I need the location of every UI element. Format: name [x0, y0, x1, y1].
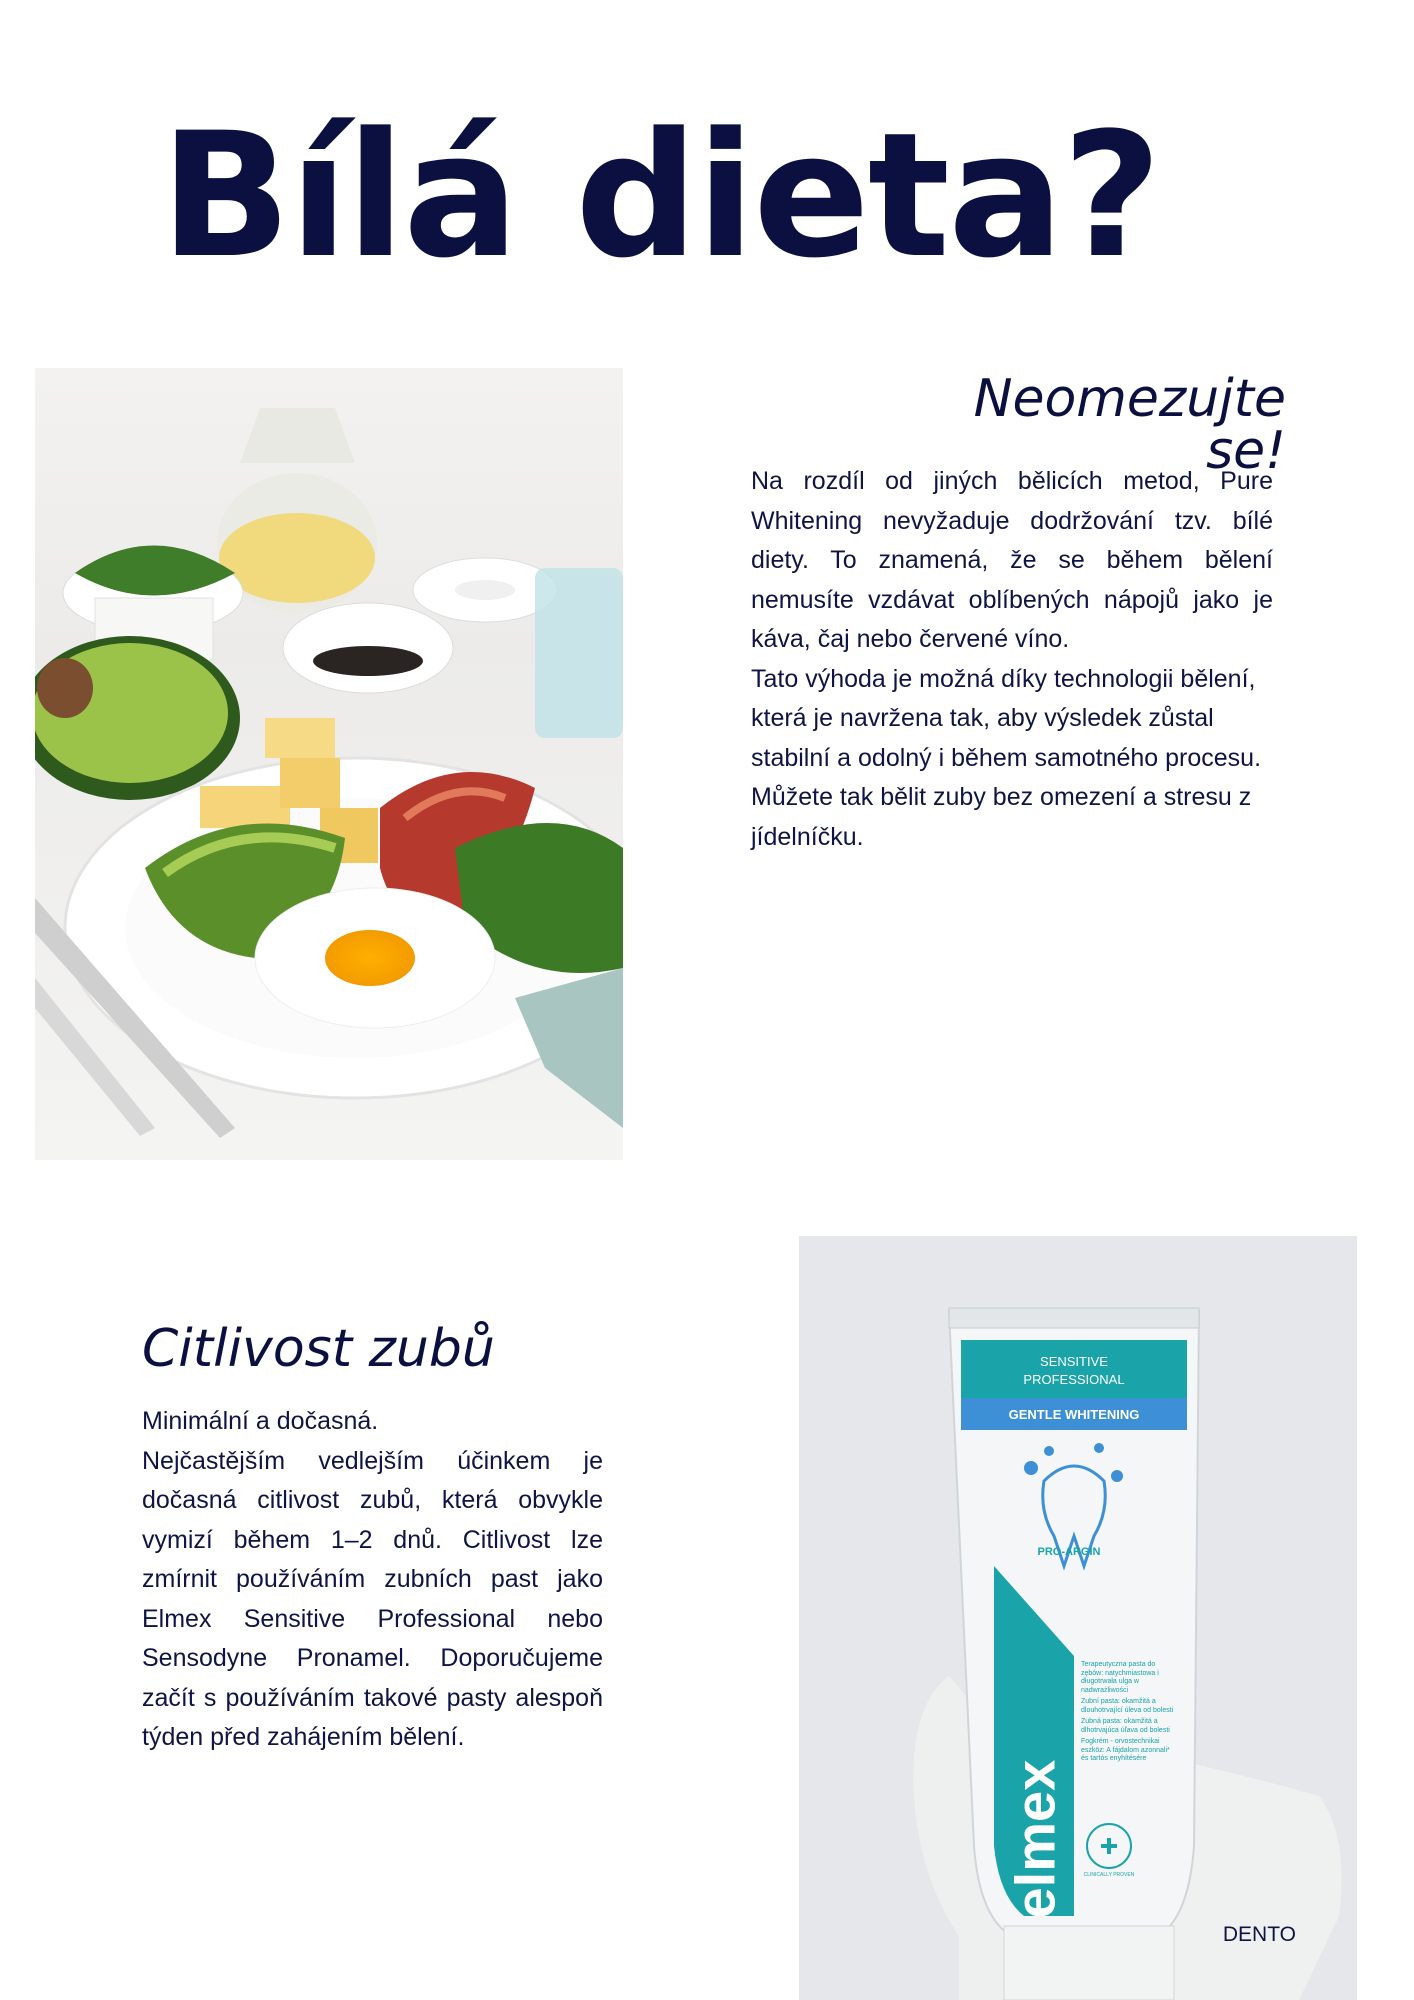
- section-heading-diet: Neomezujte se!: [973, 369, 1286, 481]
- tube-brand-logo: elmex: [1003, 1759, 1067, 1919]
- diet-paragraph-1: Na rozdíl od jiných bělicích metod, Pure Whitening nevyžaduje dodržování tzv. bílé diety. To znamená, že se během bělení nemusíte vzdávat oblíbených nápojů jako je káva, čaj nebo červené víno.: [751, 467, 1273, 653]
- tube-line-1: SENSITIVE: [1040, 1354, 1108, 1369]
- diet-text-block: [751, 462, 1273, 857]
- section-heading-sensitivity: Citlivost zubů: [142, 1319, 495, 1379]
- tube-tech-label: PRO-ARGIN: [1037, 1546, 1101, 1558]
- breakfast-plate-illustration: [35, 368, 623, 1160]
- tube-small-text-4: Fogkrém - orvostechnikai eszköz: A fájdalom azonnali* és tartós enyhítésére: [1081, 1738, 1170, 1762]
- tube-line-2: PROFESSIONAL: [1023, 1372, 1125, 1387]
- sensitivity-paragraph: Nejčastějším vedlejším účinkem je dočasná citlivost zubů, která obvykle vymizí během 1–2 dnů. Citlivost lze zmírnit používáním zubních past jako Elmex Sensitive Professional nebo Sensodyne Pronamel. Doporučujeme začít s používáním takové pasty alespoň týden před zahájením bělení.: [142, 1446, 603, 1751]
- tube-small-text-3: Zubná pasta: okamžitá a dlhotrvajúca úľava od bolesti: [1081, 1718, 1170, 1734]
- tube-band-label: GENTLE WHITENING: [1008, 1407, 1140, 1422]
- tube-small-text: [1081, 1661, 1179, 1764]
- tube-badge-label: CLINICALLY PROVEN: [1083, 1872, 1135, 1878]
- breakfast-plate-photo: [35, 368, 623, 1160]
- footer-brand: DENTO: [1222, 1923, 1296, 1946]
- toothpaste-illustration: [799, 1236, 1357, 2000]
- diet-paragraph-2: Tato výhoda je možná díky technologii bělení, která je navržena tak, aby výsledek zůstal stabilní a odolný i během samotného procesu. Můžete tak bělit zuby bez omezení a stresu z jídelníčku.: [751, 664, 1262, 851]
- sensitivity-lead: Minimální a dočasná.: [142, 1407, 379, 1435]
- tube-small-text-1: Terapeutyczna pasta do zębów: natychmiastowa i długotrwała ulga w nadwrażliwości: [1081, 1661, 1159, 1694]
- sensitivity-text-block: [142, 1402, 603, 1758]
- page-title: Bílá dieta?: [160, 95, 1160, 296]
- tube-small-text-2: Zubní pasta: okamžitá a dlouhotrvající úleva od bolesti: [1081, 1698, 1174, 1714]
- toothpaste-photo: [799, 1236, 1357, 2000]
